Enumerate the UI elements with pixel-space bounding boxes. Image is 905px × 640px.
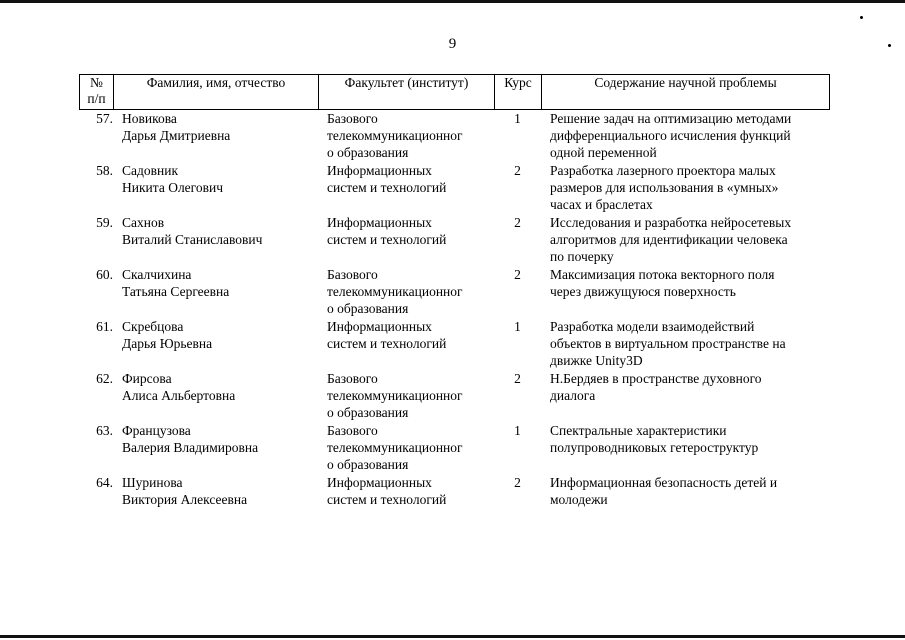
student-name: Фирсова Алиса Альбертовна — [122, 371, 236, 403]
table-row — [79, 110, 829, 161]
course: 2 — [514, 371, 521, 386]
row-number: 57. — [96, 111, 113, 126]
header-faculty: Факультет (институт) — [319, 75, 495, 110]
research-topic: Спектральные характеристики полупроводниковых гетероструктур — [550, 423, 759, 455]
row-number: 58. — [96, 163, 113, 178]
course: 2 — [514, 163, 521, 178]
student-name: Скребцова Дарья Юрьевна — [122, 319, 213, 351]
research-topic: Максимизация потока векторного поля через движущуюся поверхность — [550, 267, 775, 299]
header-num: № п/п — [80, 75, 114, 110]
student-name: Шуринова Виктория Алексеевна — [122, 475, 248, 507]
table-row — [79, 266, 829, 317]
row-number: 63. — [96, 423, 113, 438]
course: 2 — [514, 215, 521, 230]
faculty: Базового телекоммуникационног о образования — [327, 371, 463, 420]
student-name: Французова Валерия Владимировна — [122, 423, 259, 455]
row-number: 62. — [96, 371, 113, 386]
table-row — [79, 318, 829, 369]
faculty: Информационных систем и технологий — [327, 215, 447, 247]
top-border — [0, 0, 905, 3]
table-row — [79, 422, 829, 473]
row-number: 61. — [96, 319, 113, 334]
course: 2 — [514, 267, 521, 282]
speck — [860, 16, 863, 19]
course: 1 — [514, 423, 521, 438]
course: 2 — [514, 475, 521, 490]
faculty: Базового телекоммуникационног о образования — [327, 267, 463, 316]
table-header — [79, 74, 830, 110]
row-number: 59. — [96, 215, 113, 230]
research-topic: Решение задач на оптимизацию методами дифференциального исчисления функций одной переменной — [550, 111, 792, 160]
research-topic: Разработка лазерного проектора малых размеров для использования в «умных» часах и браслетах — [550, 163, 779, 212]
row-number: 64. — [96, 475, 113, 490]
course: 1 — [514, 319, 521, 334]
faculty: Информационных систем и технологий — [327, 319, 447, 351]
table-row — [79, 474, 829, 508]
student-name: Сахнов Виталий Станиславович — [122, 215, 263, 247]
faculty: Базового телекоммуникационног о образования — [327, 111, 463, 160]
research-topic: Исследования и разработка нейросетевых алгоритмов для идентификации человека по почерку — [550, 215, 792, 264]
research-topic: Информационная безопасность детей и молодежи — [550, 475, 778, 507]
bottom-border — [0, 635, 905, 638]
table-row — [79, 370, 829, 421]
research-topic: Разработка модели взаимодействий объектов в виртуальном пространстве на движке Unity3D — [550, 319, 786, 368]
student-name: Садовник Никита Олегович — [122, 163, 224, 195]
faculty: Информационных систем и технологий — [327, 163, 447, 195]
course: 1 — [514, 111, 521, 126]
student-name: Новикова Дарья Дмитриевна — [122, 111, 231, 143]
student-name: Скалчихина Татьяна Сергеевна — [122, 267, 230, 299]
page-number: 9 — [448, 36, 457, 52]
faculty: Базового телекоммуникационног о образования — [327, 423, 463, 472]
header-course: Курс — [495, 75, 542, 110]
students-table — [79, 74, 830, 507]
table-row — [79, 162, 829, 213]
table-row — [79, 214, 829, 265]
header-name: Фамилия, имя, отчество — [114, 75, 319, 110]
research-topic: Н.Бердяев в пространстве духовного диалога — [550, 371, 762, 403]
header-topic: Содержание научной проблемы — [542, 75, 830, 110]
row-number: 60. — [96, 267, 113, 282]
faculty: Информационных систем и технологий — [327, 475, 447, 507]
